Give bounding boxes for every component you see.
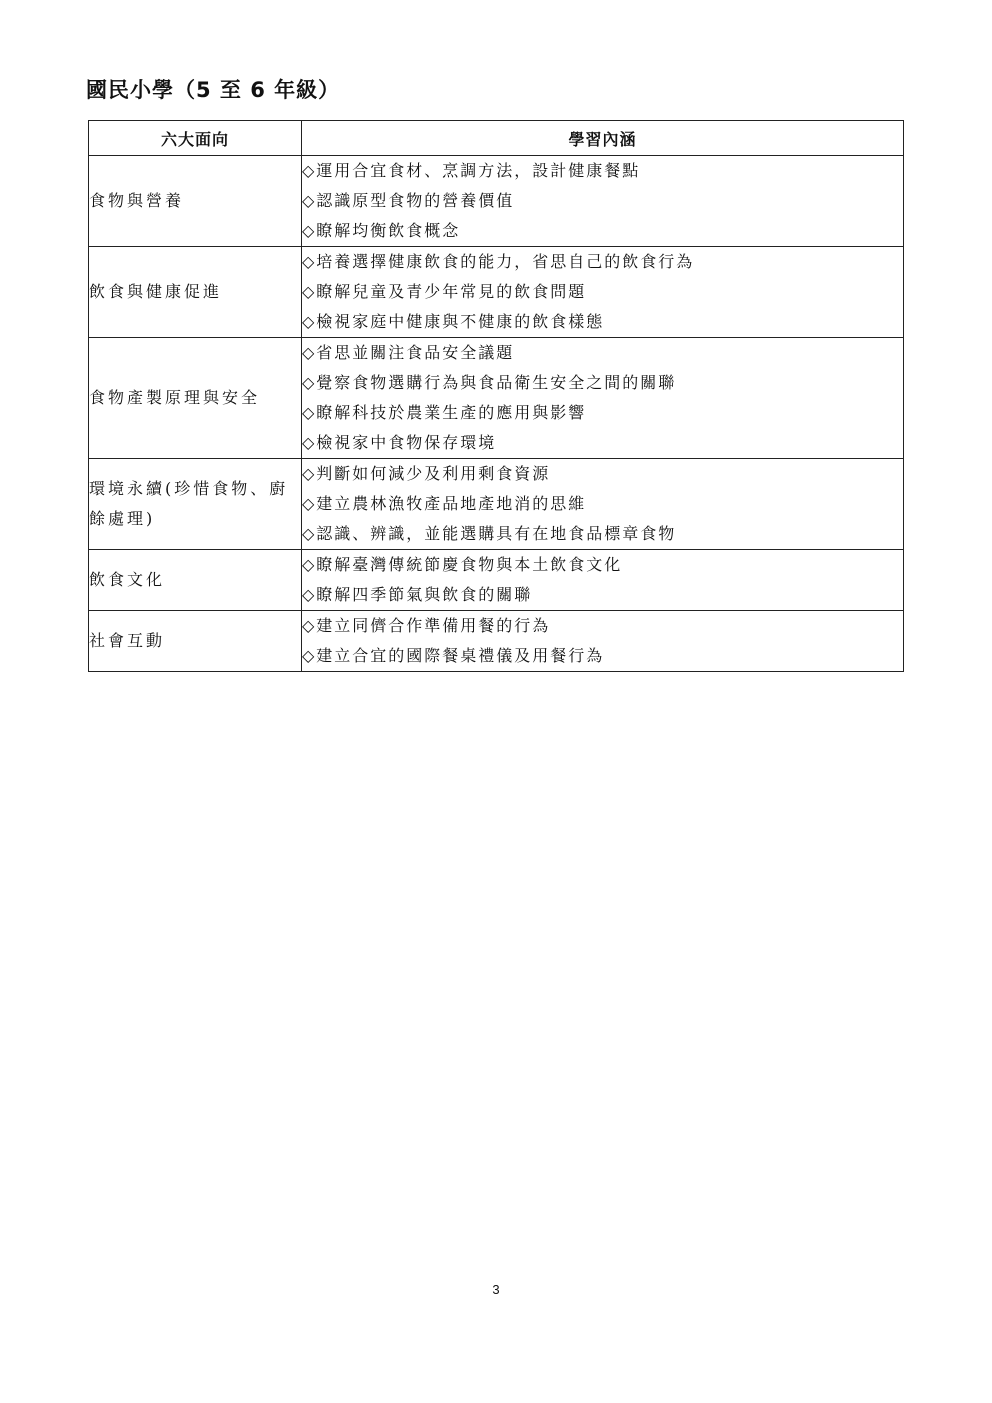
content-cell xyxy=(302,550,904,611)
table-row xyxy=(89,338,904,459)
content-cell xyxy=(302,338,904,459)
content-item: ◇判斷如何減少及利用剩食資源 xyxy=(302,464,551,483)
table-row xyxy=(89,611,904,672)
content-cell xyxy=(302,247,904,338)
aspect-cell: 食物產製原理與安全 xyxy=(89,338,302,459)
content-item: ◇檢視家庭中健康與不健康的飲食樣態 xyxy=(302,312,605,331)
curriculum-table xyxy=(88,120,904,672)
content-item: ◇瞭解科技於農業生產的應用與影響 xyxy=(302,403,587,422)
page-title: 國民小學（5 至 6 年級） xyxy=(86,78,341,102)
content-item: ◇認識原型食物的營養價值 xyxy=(302,191,515,210)
content-cell xyxy=(302,156,904,247)
table-header-row xyxy=(89,121,904,156)
content-item: ◇省思並關注食品安全議題 xyxy=(302,343,515,362)
aspect-cell: 環境永續(珍惜食物、廚餘處理) xyxy=(89,459,302,550)
content-item: ◇建立農林漁牧產品地產地消的思維 xyxy=(302,494,587,513)
content-item: ◇建立同儕合作準備用餐的行為 xyxy=(302,616,551,635)
content-item: ◇瞭解兒童及青少年常見的飲食問題 xyxy=(302,282,587,301)
content-item: ◇瞭解均衡飲食概念 xyxy=(302,221,461,240)
content-item: ◇培養選擇健康飲食的能力，省思自己的飲食行為 xyxy=(302,252,695,271)
content-item: ◇認識、辨識，並能選購具有在地食品標章食物 xyxy=(302,524,677,543)
content-item: ◇瞭解臺灣傳統節慶食物與本土飲食文化 xyxy=(302,555,623,574)
aspect-cell: 飲食與健康促進 xyxy=(89,247,302,338)
page-number: 3 xyxy=(492,1282,500,1297)
table-row xyxy=(89,550,904,611)
header-content: 學習內涵 xyxy=(302,121,904,156)
content-item: ◇覺察食物選購行為與食品衛生安全之間的關聯 xyxy=(302,373,677,392)
aspect-cell: 飲食文化 xyxy=(89,550,302,611)
content-cell xyxy=(302,611,904,672)
table-row xyxy=(89,156,904,247)
content-cell xyxy=(302,459,904,550)
content-item: ◇瞭解四季節氣與飲食的關聯 xyxy=(302,585,533,604)
content-item: ◇建立合宜的國際餐桌禮儀及用餐行為 xyxy=(302,646,605,665)
content-item: ◇運用合宜食材、烹調方法，設計健康餐點 xyxy=(302,161,641,180)
aspect-cell: 食物與營養 xyxy=(89,156,302,247)
table-row xyxy=(89,459,904,550)
aspect-cell: 社會互動 xyxy=(89,611,302,672)
table-row xyxy=(89,247,904,338)
content-item: ◇檢視家中食物保存環境 xyxy=(302,433,497,452)
header-aspect: 六大面向 xyxy=(89,121,302,156)
